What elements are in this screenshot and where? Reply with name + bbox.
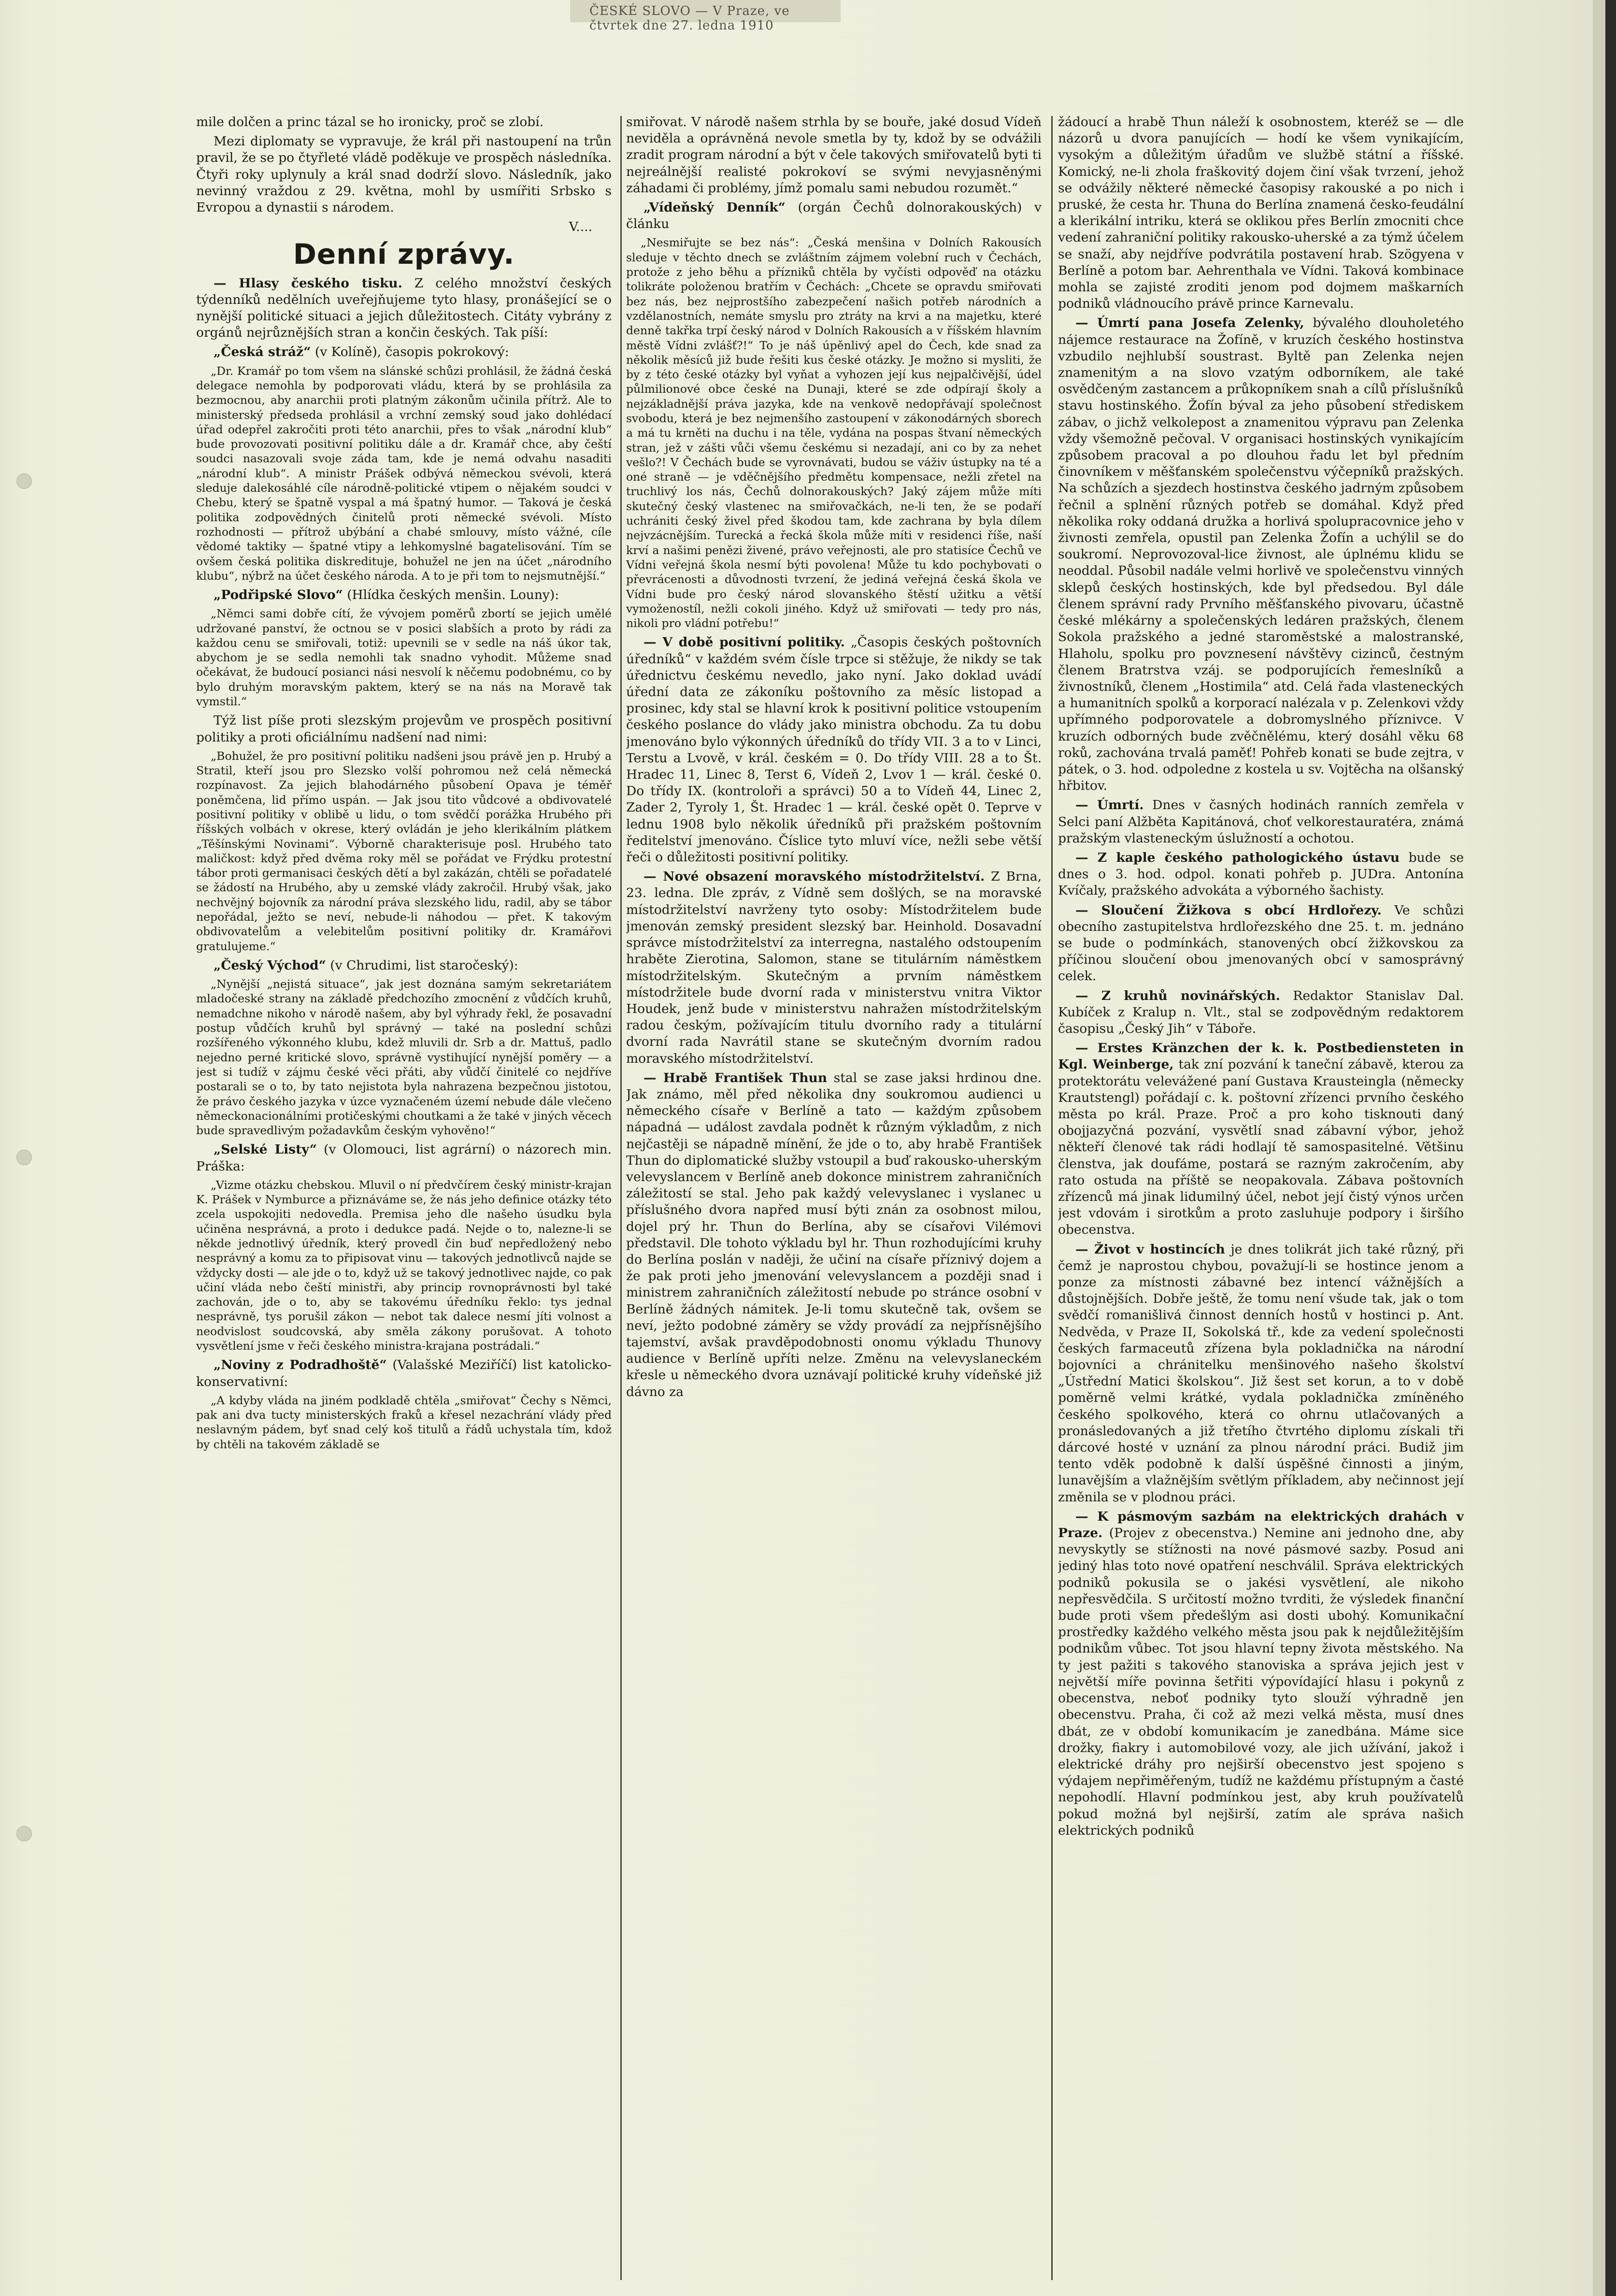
quoted-excerpt xyxy=(626,235,1042,630)
article-text: Dnes v časných hodinách ranních zemřela v Selci paní Alžběta Kapitánová, choť velkorestauratéra, známá pražským vlasteneckým úslužností a ochotou. xyxy=(1058,798,1464,846)
article-paragraph xyxy=(196,275,612,342)
article-text: mile dolčen a princ tázal se ho ironicky, proč se zlobí. xyxy=(196,114,544,129)
article-paragraph xyxy=(196,957,612,974)
article-headline: „Podřipské Slovo“ xyxy=(214,587,343,603)
article-headline: „Noviny z Podradhoště“ xyxy=(214,1357,387,1373)
article-headline: — Sloučení Žižkova s obcí Hrdlořezy. xyxy=(1075,902,1382,918)
article-headline: — Erstes Kränzchen der k. k. Postbediensteten in Kgl. Weinberge, xyxy=(1058,1041,1464,1072)
article-headline: — V době positivní politiky. xyxy=(644,635,845,650)
article-paragraph xyxy=(196,1141,612,1174)
punch-hole xyxy=(16,1826,32,1841)
punch-hole xyxy=(16,473,32,489)
article-text: tak zní pozvání k taneční zábavě, kterou za protektorátu velevážené paní Gustava Krausteingla (německy Krautstengl) pořádají c. k. poštovní zřízenci prvního českého města po král. Praze. Proč a pro koho tisknouti daný obojjazyčná pozvání, vysvětlí snad zábavní výbor, jehož někteří členové tak rádi hodlají tě samospasitelné. Většinu členstva, jak doufáme, postará se razným zakročením, aby rato ostuda na příště se neopakovala. Zábava poštovních zřízenců má jinak lidumilný účel, nebot její čistý výnos určen jest vdovám i sirotkům a proto zasluhuje podpory i širšího obecenstva. xyxy=(1058,1057,1464,1238)
article-paragraph xyxy=(1058,797,1464,847)
quoted-excerpt xyxy=(196,1393,612,1452)
article-text: (v Olomouci, list agrární) o názorech min. Práška: xyxy=(196,1142,612,1174)
article-paragraph xyxy=(626,1070,1042,1400)
article-paragraph xyxy=(626,634,1042,866)
article-text: Redaktor Stanislav Dal. Kubíček z Kralup n. Vlt., stal se zodpovědným redaktorem časopisu „Český Jih“ v Táboře. xyxy=(1058,988,1464,1036)
article-text: „A kdyby vláda na jiném podkladě chtěla „smiřovat“ Čechy s Němci, pak ani dva tucty ministerských fraků a křesel nezachrání vlády před neslavným pádem, byť snad celý koš titulů a řádů uchystala tím, kdož by chtěli na takovém základě se xyxy=(196,1393,612,1451)
column-2 xyxy=(626,114,1042,2288)
article-text: Ve schůzi obecního zastupitelstva hrdlořezského dne 25. t. m. jednáno se bude o podmínkách, stanovených obcí žižkovskou za příčinou sloučení obou jmenovaných obcí v samosprávný celek. xyxy=(1058,902,1464,984)
torn-header-text: ČESKÉ SLOVO — V Praze, ve čtvrtek dne 27. ledna 1910 xyxy=(589,4,790,33)
article-text: Týž list píše proti slezským projevům ve prospěch positivní politiky a proti oficiálnímu nadšení nad nimi: xyxy=(196,713,612,745)
article-paragraph xyxy=(196,133,612,216)
article-text: „Dr. Kramář po tom všem na slánské schůzi prohlásil, že žádná česká delegace nemohla by podporovati vládu, která by se prohlásila za bezmocnou, aby anarchii proti platným zákonům učinila přítrž. Ale to ministerský předseda prohlásil a vrchní zemský soud jako dohlédací úřad odepřel zakročiti proti této anarchii, přes to však „národní klub“ bude provozovati positivní politiku dále a dr. Kramář chce, aby čeští soudci nasazovali svoje záda tam, kde je nemá odvahu nasaditi „národní klub“. A ministr Prášek odbývá německou svévoli, která sleduje dalekosáhlé cíle národně-politické vtipem o nějakém soudci v Chebu, který se špatně vyspal a má špatný humor. — Taková je česká politika zodpovědných činitelů proti německé svévoli. Místo rozhodnosti — přítrož ubýbání a chabé smlouvy, místo vážné, cíle vědomé taktiky — špatné vtipy a lehkomyslné bagatelisování. Tím se ovšem česká politika diskredituje, bohužel ne jen na účet „národního klubu“, nýbrž na účet českého národa. A to je při tom to nejsmutnější.“ xyxy=(196,364,612,583)
article-text: žádoucí a hrabě Thun náleží k osobnostem, kteréž se — dle názorů u dvora panujících — hodí ke všem vynikajícím, vysokým a důležitým úřadům ve službě státní a říšské. Komický, ne-li zhola fraškovitý dojem činí však tvrzení, jehož se odvážily některé německé časopisy rakouské a po nich i pruské, že cesta hr. Thuna do Berlína znamená česko-feudální a klerikální intriku, která se oklikou přes Berlín zmocniti chce vedení zahraniční politiky rakousko-uherské a za týmž účelem se snaží, aby nejdříve podvrátila postavení hrab. Szögyena v Berlíně a potom bar. Aehrenthala ve Vídni. Taková kombinace mohla se zajisté zroditi jenom pod dojmem maškarních podniků vládnoucího právě prince Karnevalu. xyxy=(1058,114,1464,312)
article-text: Z Brna, 23. ledna. Dle zpráv, z Vídně sem došlých, se na moravské místodržitelství navrženy tyto osoby: Místodržitelem bude jmenován zemský president slezský bar. Heinhold. Dosavadní správce místodržitelství za interregna, nastalého odstoupením hraběte Zierotina, Salomon, stane se titulárním náměstkem místodržitelským. Skutečným a prvním náměstkem místodržitele bude dvorní rada v ministerstvu vnitra Viktor Houdek, jenž bude v ministerstvu nahražen místodržitelským radou českým, požívajícím titulu dvorního rady a titulární dvorní rada Navrátil stane se skutečným dvorním radou moravského místodržitelství. xyxy=(626,869,1042,1066)
article-text: „Vizme otázku chebskou. Mluvil o ní předvčírem český ministr-krajan K. Prášek v Nymburce a přiznáváme se, že nás jeho definice otázky této zcela uspokojiti nedovedla. Premisa jeho dle našeho úsudku byla učiněna nesprávná, a proto i dedukce padá. Nejde o to, nalezne-li se někde jednotlivý úředník, který provedl čin buď nepředložený nebo nesprávný a komu za to připisovat vinu — takových jednotlivců najde se vždycky dosti — ale jde o to, když už se takový jednotlivec najde, co pak učiní vláda nebo čeští ministři, aby princip rovnoprávnosti byl také zachován, jde o to, aby se takovému úředníku řeklo: tys jednal nesprávně, tys porušil zákon — nebot tak dalece nesmí jíti volnost a neodvislost soudcovská, aby směla zákony porušovat. A tohoto vysvětlení jsme v řeči českého ministra-krajana postrádali.“ xyxy=(196,1178,612,1353)
article-text: „Nesmiřujte se bez nás“: „Česká menšina v Dolních Rakousích sleduje v těchto dnech se zvláštním zájmem volební ruch v Čechách, protože z jeho běhu a přízniků chtěla by vyčísti odpověď na otázku tolikráte položenou bratřím v Čechách: „Chcete se opravdu smiřovati bez nás, bez nejprostšího zabezpečení našich potřeb národních a vzdělanostních, nemáte smyslu pro ztráty na krvi a na majetku, které denně takřka trpí český národ v Dolních Rakousích a v říšském hlavním městě Vídni zvlášť?!“ To je náš úpěnlivý apel do Čech, kde snad za několik měsíců již bude řešiti kus české otázky. Je možno si mysliti, že by z této české otázky byl vyňat a vyhozen její kus nejpalčivější, údel půlmilionové obce české na Dunaji, které se zde odpírají školy a nejzákladnější práva jazyka, kde na venkově nedopřávají společnost svobodu, která je bez nejmenšího zastoupení v zákonodárných sborech a má tu krněti na duchu i na těle, vydána na pospas štvaní německých stran, jež v zášti vůči všemu českému si nezadají, ani co by za nehet vešlo?! V Čechách bude se vyrovnávati, budou se váživ ústupky na té a oné straně — je vděčnějšího předmětu kompensace, nežli zřetel na truchlivý los nás, Čechů dolnorakouských? Jaký zájem může míti skutečný český vlastenec na smiřovačkách, ne-li ten, že se podaří uchrániti český živel před škodou tam, kde zachrana by byla dílem nejvzácnějším. Turecká a řecká škola může míti v residenci říše, naší krví a našimi penězi živené, právo veřejnosti, ale pro statisíce Čechů ve Vídni veřejná škola nesmí býti povolena! Může tu kdo pochybovati o převrácenosti a důvodnosti tvrzení, že jediná veřejná česká škola ve Vídni bude pro český národ slovanského štěstí užitku a větší vymoženostíl, nežli cokoli jiného. Když už smiřovati — tedy pro nás, nikoli pro vládní potřebu!“ xyxy=(626,236,1042,630)
article-paragraph xyxy=(1058,902,1464,985)
article-headline: „Český Východ“ xyxy=(214,957,326,973)
article-text: (v Kolíně), časopis pokrokový: xyxy=(311,344,509,360)
section-heading: Denní zprávy. xyxy=(293,238,515,271)
article-paragraph xyxy=(196,344,612,360)
column-rule xyxy=(1051,116,1053,2280)
column-rule xyxy=(620,116,622,2280)
article-paragraph xyxy=(1058,114,1464,312)
article-text: bývalého dlouholetého nájemce restaurace na Žofíně, v kruzích českého hostinstva vzbudilo nejhlubší soustrast. Byltě pan Zelenka nejen znamenitým a na slovo vzatým odborníkem, ale také osvědčeným zastancem a průkopníkem snah a cílů příslušníků stavu hostinského. Žofín býval za jeho působení střediskem zábav, o jichž velkolepost a znamenitou výpravu pan Zelenka vždy všemožně pečoval. V organisaci hostinských vynikajícím způsobem pracoval a po dlouhou řadu let byl předním činovníkem v měšťanském společenstvu výčepníků pražských. Na schůzích a sjezdech hostinstva českého jadrným způsobem řečnil a splnění různých potřeb se domáhal. Když před několika roky oddaná družka a horlivá spolupracovnice jeho v živnosti zemřela, opustil pan Zelenka Žofín a uchýlil se do soukromí. Neprovozoval-lice živnost, ale úplnému klidu se neoddal. Působil nadále velmi horlivě ve společenstvu vinných sklepů českých hostinských, kde byl předsedou. Byl dále členem správní rady Prvního měšťanského pivovaru, účastně české mlékárny a společenských ledáren pražských, členem Sokola pražského a jedné staroměstské a malostranské, Hlaholu, spolku pro povznesení návštěvy cizinců, čestným členem Bratrstva vzáj. se podporujících řemeslníků a živnostníků, členem „Hostimila“ atd. Celá řada vlasteneckých a humanitních spolků a korporací nalézala v p. Zelenkovi vždy upřímného podporovatele a dobromyslného příznivce. V kruzích odborných bude zvěčnělému, který dosáhl věku 68 roků, zachována trvalá paměť! Pohřeb konati se bude zejtra, v pátek, o 3. hod. odpoledne z kostela u sv. Vojtěcha na olšanský hřbitov. xyxy=(1058,315,1464,794)
article-paragraph xyxy=(1058,1241,1464,1506)
quoted-excerpt xyxy=(196,1178,612,1354)
article-headline: — Z kruhů novinářských. xyxy=(1075,988,1280,1003)
article-text: stal se zase jaksi hrdinou dne. Jak známo, měl před několika dny soukromou audienci u německého císaře v Berlíně a tato — každým způsobem nápadná — událost zavdala podnět k různým výkladům, z nich nejčastěji se nápadně mínění, že jde o to, aby hrabě František Thun do diplomatické služby vstoupil a buď rakousko-uherským velevyslancem v Berlíně aneb dokonce ministrem zahraničních záležitostí se stal. Jeho pak každý velevyslanec i vyslanec u příslušného dvora napřed musí býti znán za osobnost milou, dojel prý hr. Thun do Berlína, aby se císařovi Vilémovi představil. Dle tohoto výkladu byl hr. Thun rozhodujícími kruhy do Berlína poslán v naději, že učiní na císaře příznivý dojem a že pak proti jeho jmenování velevyslancem a později snad i ministrem zahraničních záležitostí nebude po stránce osobní v Berlíně žádných námitek. Je-li tomu skutečně tak, ovšem se neví, ježto podobné záměry se vždy provádí za nejpřísnějšího tajemství, avšak pravděpodobnosti onomu výkladu Thunovy audience v Berlíně upříti nelze. Změnu na velevyslaneckém křesle u německého dvora uznávají politické kruhy vídeňské již dávno za xyxy=(626,1070,1042,1399)
article-paragraph xyxy=(626,200,1042,232)
article-text: (Valašské Meziříčí) list katolicko-konservativní: xyxy=(196,1357,612,1389)
article-text: bude se dnes o 3. hod. odpol. konati pohřeb p. JUDra. Antonína Kvíčaly, pražského advokáta a výborného šachisty. xyxy=(1058,850,1464,898)
quoted-excerpt xyxy=(196,606,612,709)
quoted-excerpt xyxy=(196,749,612,954)
article-headline: — Úmrtí pana Josefa Zelenky, xyxy=(1075,315,1304,331)
article-text: „Časopis českých poštovních úředníků“ v každém svém čísle trpce si stěžuje, že nikdy se tak úřednictvu českému nevedlo, jako nyní. Jako doklad uvádí úřední data ze zákoníku poštovního za měsíc listopad a prosinec, kdy stal se hlavní krok k positivní politice vstoupením českého poslance do vlády jako ministra obchodu. Za tu dobu jmenováno bylo výkonných úředníků do třídy VII. 3 a to v Linci, Terstu a Lvově, v král. českém = 0. Do třídy VIII. 28 a to Št. Hradec 11, Linec 8, Terst 6, Vídeň 2, Lvov 1 — král. české 0. Do třídy IX. (kontroloři a správci) 50 a to Vídeň 44, Linec 2, Zader 2, Tyroly 1, Št. Hradec 1 — král. české opět 0. Teprve v lednu 1908 bylo několik úředníků při pražském poštovním ředitelství jmenováno. Číslice tyto mluví více, nežli sebe větší řeči o důležitosti positivní politiky. xyxy=(626,635,1042,865)
article-text: (v Chrudimi, list staročeský): xyxy=(326,957,518,973)
article-paragraph xyxy=(1058,1040,1464,1238)
column-3 xyxy=(1058,114,1464,2288)
article-paragraph xyxy=(196,1357,612,1390)
article-text: „Nynější „nejistá situace“, jak jest doznána samým sekretariátem mladočeské strany na základě předchozího zmocnění z vůdčích kruhů, nemadchne nikoho v národě našem, aby byl výhrady řekl, že posavadní postup vůdčích kruhů byl správný — také na poslední schůzi rozšířeného výkonného klubu, kdež mluvili dr. Srb a dr. Mattuš, padlo nejedno perné kritické slovo, správně vystihující nynější poměry — a jest si tudíž v zájmu české věci přáti, aby vůdčí činitelé co nejdříve postarali se o to, by tato nejistota byla nahrazena bezpečnou jistotou, že právo českého jazyka v úzce vyznačeném území nebude dále vlečeno německonacionálními protičeskými choutkami a že také v jiných věcech bude spravedlivým požadavkům českým vyhověno!“ xyxy=(196,977,612,1138)
article-paragraph xyxy=(1058,850,1464,899)
article-text: (Projev z obecenstva.) Nemine ani jednoho dne, aby nevyskytly se stížnosti na nové pásmové sazby. Posud ani jediný hlas toto nové opatření neschválil. Správa elektrických podniků pokusila se o jakési vysvětlení, ale nikoho nepřesvědčila. S určitostí možno tvrditi, že výsledek finanční bude proti všem předešlým asi dosti ubohý. Komunikační prostředky každého velkého města jsou pak k nejdůležitějším podnikům vůbec. Tot jsou hlavní tepny života městského. Na ty jest pažiti s takového stanoviska a správa jejich jest v největší míře povinna šetřiti výpovídající hlasu i pokynů z obecenstva, neboť podniky tyto slouží výhradně jen obecenstvu. Praha, či což až mezi velká města, musí dnes dbát, ze v období komunikacím je zanedbána. Máme sice drožky, fiakry i automobilové vozy, ale jich užívání, jakož i elektrické dráhy pro nejširší obecenstvo jest spojeno s výdajem nepřiměřeným, tudíž ne každému přístupným a časté nepohodlí. Hlavní podmínkou jest, aby kruh používatelů pokud možná byl nejširší, zatím ale správa našich elektrických podniků xyxy=(1058,1526,1464,1838)
article-text: „Bohužel, že pro positivní politiku nadšeni jsou právě jen p. Hrubý a Stratil, kteří jsou pro Slezsko volší pohromou než celá německá rozpínavost. Za jejich blahodárného působení Opava je téměř poněmčena, lid přímo uspán. — Jak jsou tito vůdcové a obdivovatelé positivní politiky v oblibě u lidu, o tom svědčí porážka Hrubého při říšských volbách v okrese, který ovládán je jeho klerikálním plátkem „Těšínskými Novinami“. Výborně charakterisuje posl. Hrubého tato maličkost: když před dvěma roky měl se pořádat ve Frýdku protestní tábor proti germanisaci českých dětí a byl zakázán, chtěli se pořadatelé se žádostí na Hrubého, aby u zemské vlády zakročil. Hrubý však, jako nechvějný bojovník za národní práva slezského lidu, radil, aby se tábor nepořádal, ježto se neví, nebude-li náhodou — přet. K takovým obdivovatelům a velebitelům positivní politiky dr. Kramářovi gratulujeme.“ xyxy=(196,749,612,953)
article-text: (Hlídka českých menšin. Louny): xyxy=(343,587,559,603)
article-headline: — Z kaple českého pathologického ústavu xyxy=(1075,850,1400,865)
article-headline: „Vídeňský Denník“ xyxy=(644,200,786,215)
article-paragraph xyxy=(1058,1509,1464,1839)
article-text: (orgán Čechů dolnorakouských) v článku xyxy=(626,200,1042,232)
article-headline: — Hlasy českého tisku. xyxy=(214,275,402,291)
signature-line xyxy=(196,219,612,235)
article-headline: — K pásmovým sazbám na elektrických drahách v Praze. xyxy=(1058,1509,1464,1541)
article-headline: „Selské Listy“ xyxy=(214,1142,317,1157)
punch-hole xyxy=(16,1150,32,1165)
article-paragraph xyxy=(1058,315,1464,794)
article-headline: „Česká stráž“ xyxy=(214,344,311,360)
scan-edge xyxy=(1605,0,1616,2296)
article-text: Mezi diplomaty se vypravuje, že král při nastoupení na trůn pravil, že se po čtyřleté vládě poděkuje ve prospěch následníka. Čtyři roky uplynuly a král snad dodrží slovo. Následník, jako nevinný vraždou z 29. května, mohl by usmířiti Srbsko s Evropou a dynastii s národem. xyxy=(196,134,612,215)
article-text: „Němci sami dobře cítí, že vývojem poměrů zbortí se jejich umělé udržované panství, že octnou se v posici slabších a proto by rádi za každou cenu se smiřovali, totiž: upevnili se v sedle na náš úkor tak, abychom je se sedla nemohli tak snadno vyhodit. Můžeme snad očekávat, že budoucí posianci nási nesvolí k něčemu podobnému, co by bylo druhým moravským paktem, který se na nás na Moravě tak vymstil.“ xyxy=(196,607,612,709)
article-headline: — Hrabě František Thun xyxy=(644,1070,827,1085)
article-paragraph xyxy=(196,114,612,130)
article-text: Z celého množství českých týdenníků nedělních uveřejňujeme tyto hlasy, pronášející se o nynější politické situaci a jejich důležitostech. Citáty vybrány z orgánů nejrůznějších stran a končin českých. Tak píší: xyxy=(196,275,612,341)
column-1 xyxy=(196,114,612,2288)
quoted-excerpt xyxy=(196,364,612,583)
binding-edge xyxy=(1593,0,1605,2296)
article-headline: — Nové obsazení moravského místodržitelství. xyxy=(644,869,985,884)
article-paragraph xyxy=(626,869,1042,1067)
article-headline: — Úmrtí. xyxy=(1075,798,1144,813)
quoted-excerpt xyxy=(196,977,612,1138)
article-paragraph xyxy=(626,114,1042,197)
article-headline: — Život v hostincích xyxy=(1075,1241,1225,1257)
article-text: V.... xyxy=(569,219,592,235)
article-text: je dnes tolikrát jich také různý, při čemž je naprostou chybou, považují-li se hostince jenom a ponze za místnosti zábavné bez intencí vážnějších a důstojnějších. Dobře ještě, že tomu není všude tak, jak o tom svědčí romanišlivá činnost denních hostů v hostinci p. Ant. Nedvěda, v Praze II, Sokolská tř., kde za vedení společnosti českých farmaceutů zřízena byla pokladnička na národní bojovníci a chránitelku menšinového našeho školství „Ústřední Matici školskou“. Již šest set korun, a to v době poměrně velmi krátké, vydala pokladnička zmíněného českého spolkového, která co ohrnu utlačovaných a pronásledovaných a již třetího čtvrtého diplomu získali tři dárcové hosté v uznání za plnou národní práci. Budiž jim tento vděk podobně k další úspěšné činnosti a jiným, lunavějším a vlažnějším světlým příkladem, aby nečinnost její změnila se v plodnou práci. xyxy=(1058,1241,1464,1505)
article-paragraph xyxy=(1058,988,1464,1038)
torn-header-strip xyxy=(570,0,841,33)
article-paragraph xyxy=(196,713,612,745)
article-paragraph xyxy=(196,587,612,603)
article-text: smiřovat. V národě našem strhla by se bouře, jaké dosud Vídeň neviděla a oprávněná nevole smetla by ty, kdož by se odvážili zradit program národní a být v čele takových smiřovatelů byti ti nejreálnější realisté pokrokoví se svými nevyjasněnými záhadami či problémy, jímž pomalu sami nebudou rozumět.“ xyxy=(626,114,1042,196)
